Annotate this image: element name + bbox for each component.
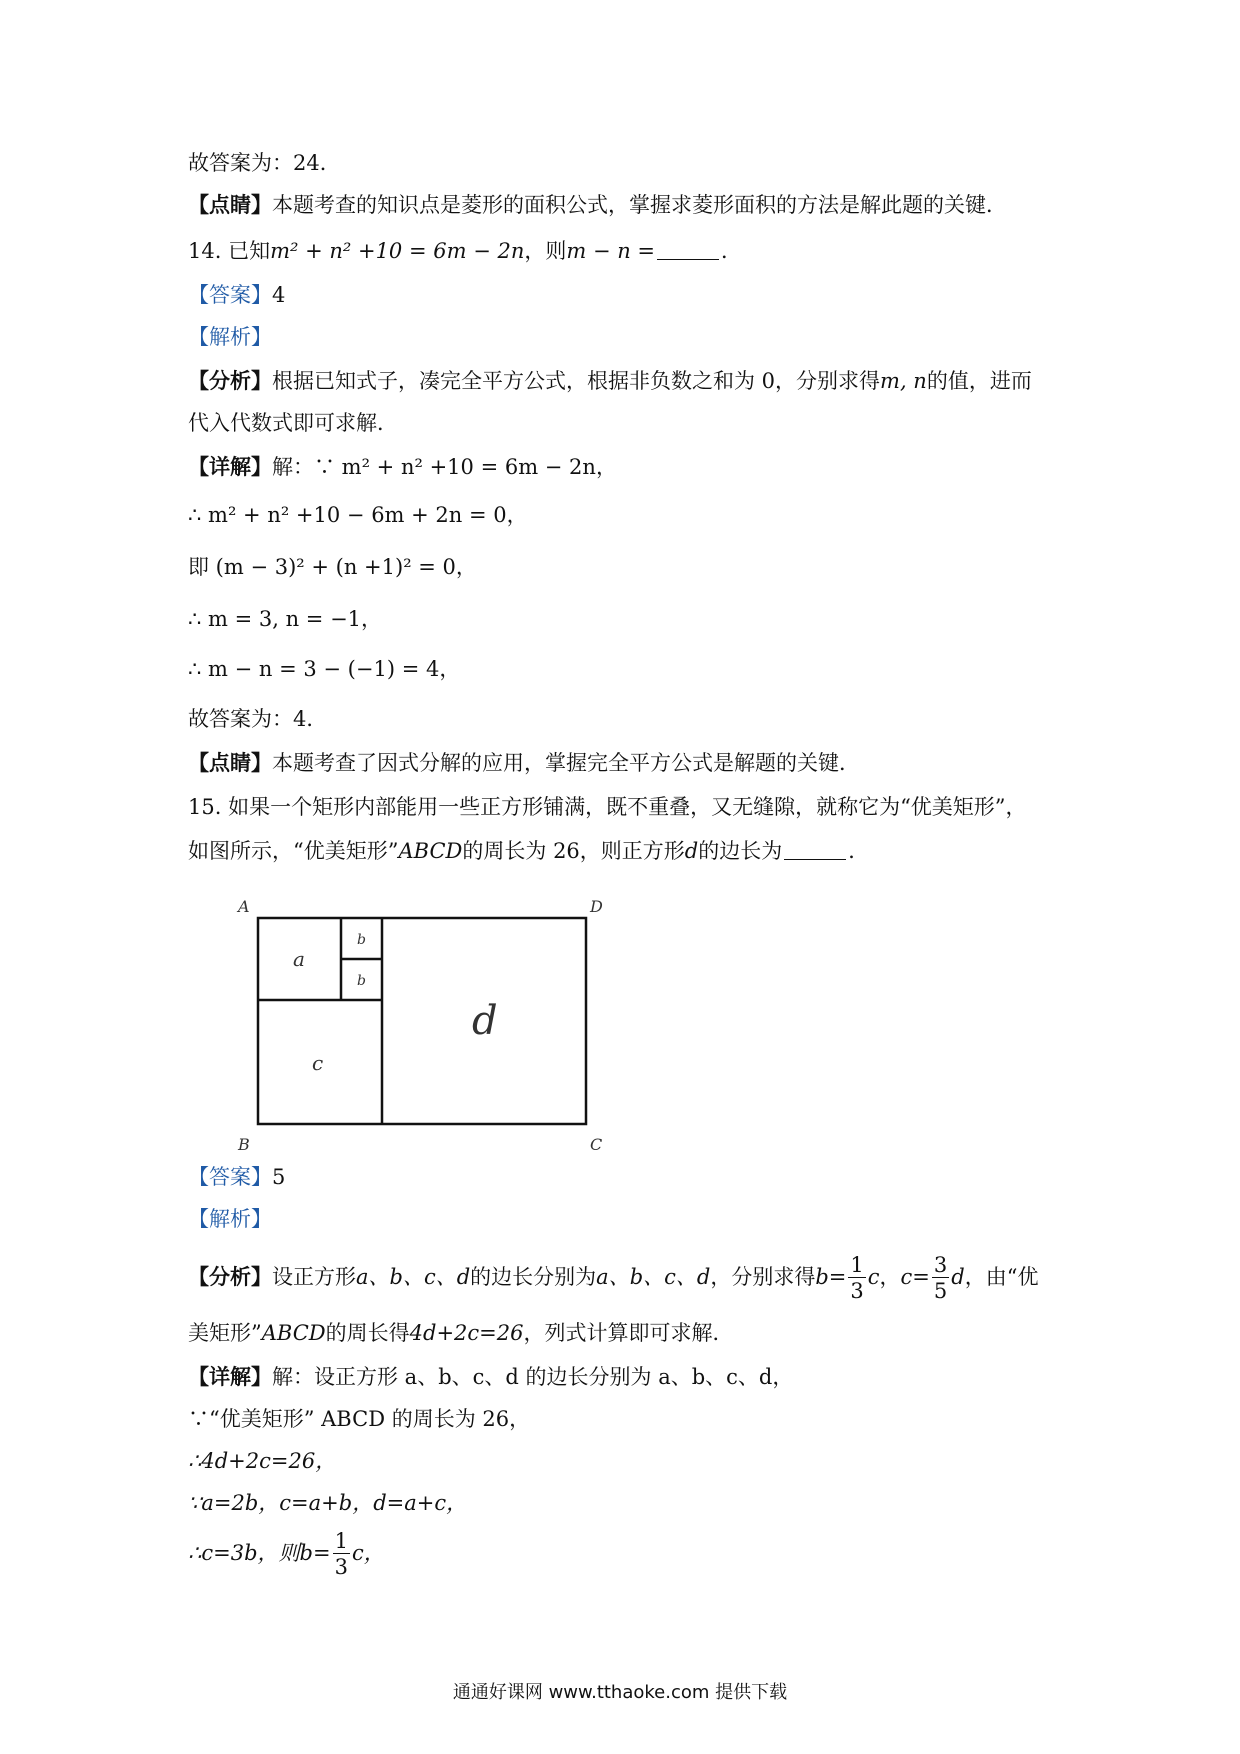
xiangjie-tag: 【详解】	[188, 454, 272, 479]
answer-14: 【答案】4	[188, 283, 286, 307]
xiangjie-14-line1: 【详解】解：∵ m² + n² +10 = 6m − 2n，	[188, 454, 617, 479]
square-label-d: d	[472, 998, 498, 1044]
answer-blank	[784, 837, 846, 860]
answer-15: 【答案】5	[188, 1165, 286, 1189]
xiangjie-14-line5: ∴ m − n = 3 − (−1) = 4，	[188, 657, 461, 681]
corner-label-d: D	[590, 897, 603, 916]
xiangjie-15-line2: ∵“优美矩形” ABCD 的周长为 26，	[188, 1407, 531, 1431]
fraction-one-third-b: $\frac{1}{3}$	[334, 1529, 348, 1579]
xiangjie-15-line5: ∴c=3b，则b= $\frac{1}{3}$ c，	[188, 1529, 385, 1579]
fraction-one-third: $\frac{1}{3}$	[850, 1253, 864, 1303]
dianjing-line-14: 【点睛】本题考查了因式分解的应用，掌握完全平方公式是解题的关键．	[188, 750, 860, 775]
jiexi-tag-15: 【解析】	[188, 1207, 272, 1231]
fraction-three-fifths: $\frac{3}{5}$	[933, 1253, 948, 1303]
beautiful-rectangle-figure	[230, 888, 630, 1158]
answer-tag: 【答案】	[188, 283, 272, 307]
square-label-a: a	[293, 947, 305, 971]
question-15-line2: 如图所示，“优美矩形”ABCD的周长为 26，则正方形d的边长为 ．	[188, 839, 870, 863]
question-14: 14. 已知m² + n² +10 = 6m − 2n，则m − n = ．	[188, 239, 743, 263]
dianjing-tag: 【点睛】	[188, 192, 272, 217]
fenxi-tag: 【分析】	[188, 368, 272, 393]
squares-diagram	[230, 888, 630, 1158]
answer-line-14: 故答案为：4．	[188, 707, 328, 731]
xiangjie-14-line4: ∴ m = 3, n = −1，	[188, 607, 383, 631]
question-15-line1: 15. 如果一个矩形内部能用一些正方形铺满，既不重叠，又无缝隙，就称它为“优美矩形”，	[188, 795, 1027, 819]
dianjing-line-13: 【点睛】本题考查的知识点是菱形的面积公式，掌握求菱形面积的方法是解此题的关键．	[188, 192, 1007, 217]
xiangjie-14-line3: 即 (m − 3)² + (n +1)² = 0，	[188, 555, 477, 579]
corner-label-b: B	[238, 1135, 250, 1154]
corner-label-a: A	[238, 897, 250, 916]
square-label-b-bottom: b	[357, 973, 366, 989]
xiangjie-14-line2: ∴ m² + n² +10 − 6m + 2n = 0，	[188, 503, 528, 527]
fenxi-15-line1: 【分析】设正方形a、b、c、d的边长分别为a、b、c、d，分别求得b= $\frac{1}{3}$ c，c= $\frac{3}{5}$ d，由“优	[188, 1253, 1039, 1303]
fenxi-14-line2: 代入代数式即可求解．	[188, 411, 398, 435]
square-label-c: c	[312, 1051, 324, 1075]
answer-line-13: 故答案为：24．	[188, 151, 341, 175]
fenxi-14-line1: 【分析】根据已知式子，凑完全平方公式，根据非负数之和为 0，分别求得m, n的值，进而	[188, 368, 1032, 393]
answer-blank	[657, 237, 719, 260]
xiangjie-15-line1: 【详解】解：设正方形 a、b、c、d 的边长分别为 a、b、c、d，	[188, 1364, 794, 1389]
square-label-b-top: b	[357, 932, 366, 948]
jiexi-tag-14: 【解析】	[188, 325, 272, 349]
xiangjie-15-line4: ∵a=2b，c=a+b，d=a+c，	[188, 1491, 468, 1515]
rectangle-abcd	[258, 918, 586, 1124]
page-footer: 通通好课网 www.tthaoke.com 提供下载	[452, 1682, 788, 1703]
fenxi-15-line2: 美矩形”ABCD的周长得4d+2c=26，列式计算即可求解．	[188, 1321, 734, 1345]
xiangjie-15-line3: ∴4d+2c=26，	[188, 1449, 337, 1473]
corner-label-c: C	[590, 1135, 603, 1154]
